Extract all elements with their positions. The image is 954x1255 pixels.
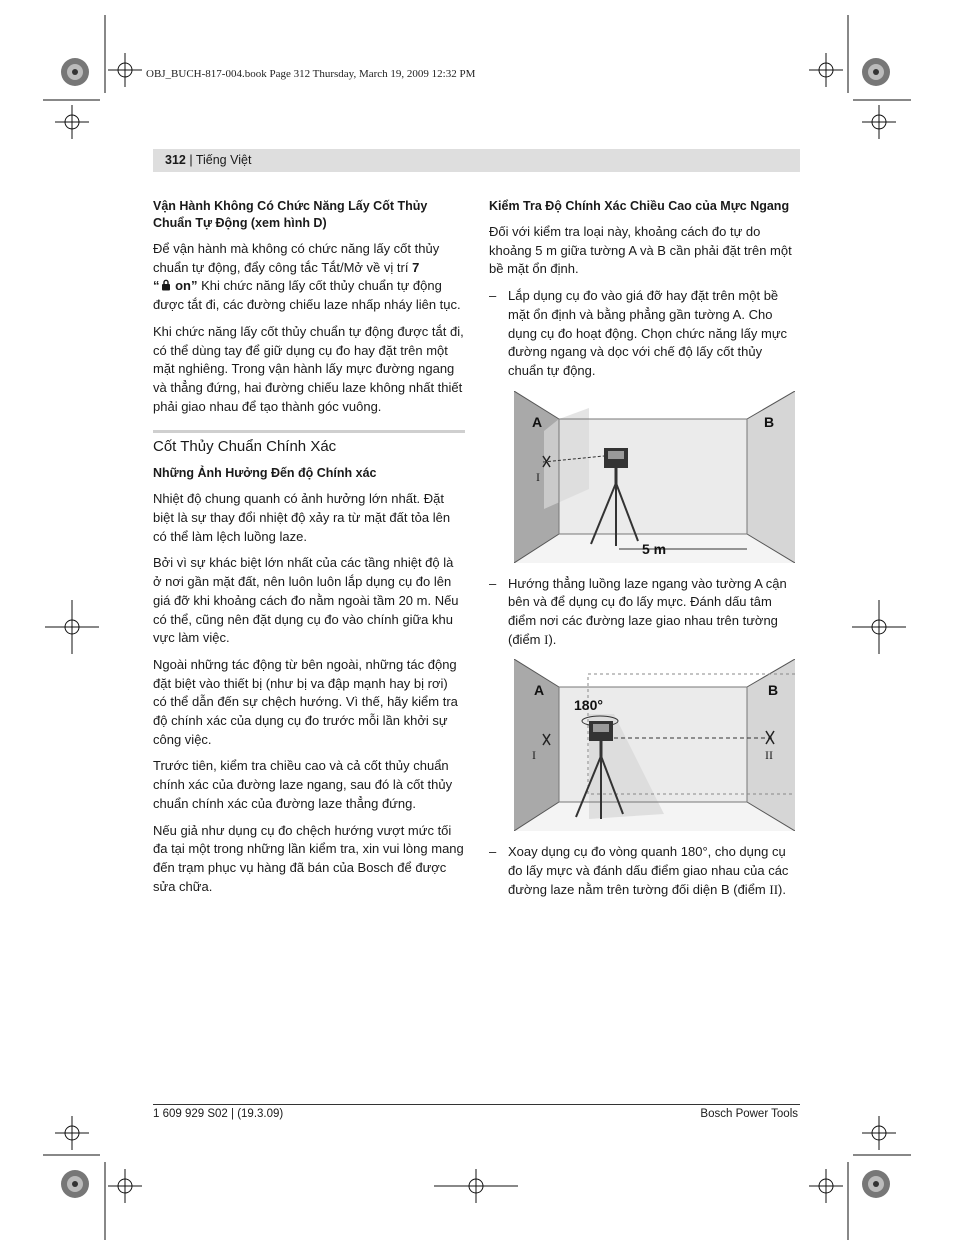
list-item	[489, 843, 800, 899]
heading-text-end: )	[322, 216, 327, 230]
section-title: Cốt Thủy Chuẩn Chính Xác	[153, 438, 337, 456]
mark-i-label: I	[532, 748, 536, 763]
paragraph: Khi chức năng lấy cốt thủy chuẩn tự động được tắt đi, có thể dùng tay để giữ dụng cụ đo hay đặt trên một mặt nghiêng. Trong vận hành lấy mực đường ngang và thẳng đứng, hai đường chiếu laze không nhất thiết phải giao nhau để tạo thành góc vuông.	[153, 323, 464, 414]
footer-brand: Bosch Power Tools	[700, 1108, 798, 1120]
room-illustration-rotated	[514, 659, 795, 831]
quote-mark: “	[153, 278, 160, 294]
mark-ii-label: II	[765, 748, 773, 763]
footer-document-code: 1 609 929 S02 | (19.3.09)	[153, 1108, 284, 1120]
wall-a-label: A	[534, 682, 545, 699]
heading-text: Vận Hành Không Có Chức Năng Lấy Cốt Thủy Chuẩn Tự Động (	[153, 199, 428, 230]
list-item-text: Lắp dụng cụ đo vào giá đỡ hay đặt trên một bề mặt ổn định và bằng phẳng gần tường A. Cho dụng cụ đo hoạt động. Chọn chức năng lấy mực đường ngang và dọc với chế độ lấy cốt thủy chuẩn tự động.	[508, 288, 788, 378]
print-slug: OBJ_BUCH-817-004.book Page 312 Thursday, March 19, 2009 12:32 PM	[146, 68, 476, 80]
list-item	[489, 287, 800, 381]
figure-height-check-wall-b	[514, 659, 800, 831]
wall-a-label: A	[532, 413, 543, 430]
paragraph: Ngoài những tác động từ bên ngoài, những tác động đặt biệt vào thiết bị (như bị va đập mạnh hay bị rơi) có thể dẫn đến sự chệch hướng. Vì thế, hãy kiểm tra độ chính xác của dụng cụ đo trước mỗi lần khởi sự công việc.	[153, 656, 458, 747]
footer-divider	[153, 1104, 800, 1105]
room-illustration	[514, 391, 795, 563]
lock-icon	[161, 279, 171, 291]
header-text	[165, 153, 251, 167]
header-language: Tiếng Việt	[195, 153, 252, 167]
switch-position-number: 7	[412, 259, 420, 275]
switch-on-label: on”	[171, 278, 198, 294]
bullet-dash: –	[489, 844, 497, 860]
distance-label: 5 m	[642, 540, 667, 557]
paragraph-text: Để vận hành mà không có chức năng lấy cốt thủy chuẩn tự động, đẩy công tắc Tắt/Mở về vị trí	[153, 241, 440, 275]
left-column	[153, 198, 465, 904]
header-separator: |	[185, 153, 196, 167]
wall-b-label: B	[768, 682, 779, 699]
rotation-label: 180°	[574, 697, 603, 714]
figure-height-check-wall-a	[514, 391, 800, 563]
section-heading: Kiểm Tra Độ Chính Xác Chiều Cao của Mực Ngang	[489, 199, 790, 213]
paragraph-text: Khi chức năng lấy cốt thủy chuẩn tự động được tắt đi, các đường chiếu laze nhấp nháy liên tục.	[153, 278, 461, 313]
bullet-dash: –	[489, 575, 497, 591]
point-mark: I	[544, 631, 549, 647]
subheading: Những Ảnh Hưởng Đến độ Chính xác	[153, 466, 377, 481]
paragraph: Nhiệt độ chung quanh có ảnh hưởng lớn nhất. Đặt biệt là sự thay đổi nhiệt độ xảy ra từ mặt đất tỏa lên có thể làm lệch luồng laze.	[153, 491, 451, 544]
mark-i-label: I	[536, 469, 540, 484]
wall-b-label: B	[764, 413, 775, 430]
list-item-text: Hướng thẳng luồng laze ngang vào tường A cận bên và để dụng cụ đo lấy mực. Đánh dấu tâm điểm nơi các đường laze giao nhau trên tường (điểm	[508, 575, 787, 647]
list-item	[489, 575, 800, 650]
list-item-text-end: ).	[778, 881, 786, 897]
paragraph: Nếu giả như dụng cụ đo chệch hướng vượt mức tối đa tại một trong những lần kiểm tra, xin vui lòng mang đến trạm phục vụ hàng đã bán của Bosch để được sửa chữa.	[153, 822, 464, 894]
paragraph: Đối với kiểm tra loại này, khoảng cách đo tự do khoảng 5 m giữa tường A và B cần phải đặt trên một bề mặt ổn định.	[489, 224, 792, 277]
bullet-dash: –	[489, 288, 497, 304]
figure-reference: xem hình D	[255, 216, 323, 230]
point-mark: II	[769, 881, 779, 897]
paragraph: Trước tiên, kiểm tra chiều cao và cả cốt thủy chuẩn chính xác của đường laze ngang, sau đó là cốt thủy chuẩn chính xác của đường laze thẳng đứng.	[153, 758, 453, 811]
list-item-text: Xoay dụng cụ đo vòng quanh 180°, cho dụng cụ đo lấy mực và đánh dấu điểm giao nhau của các đường laze nằm trên tường đối diện B (điểm	[508, 844, 789, 897]
page-header	[153, 149, 800, 172]
page-number: 312	[165, 153, 186, 167]
list-item-text-end: ).	[548, 631, 557, 647]
section-heading	[153, 198, 465, 232]
paragraph	[153, 240, 465, 315]
paragraph: Bởi vì sự khác biệt lớn nhất của các tầng nhiệt độ là ở nơi gần mặt đất, nên luôn luôn lắp dụng cụ đo lên giá đỡ khi khoảng cách đo nằm ngoài tầm 20 m. Nếu có thể, cũng nên đặt dụng cụ đo vào chính giữa khu vực làm việc.	[153, 555, 459, 646]
section-divider	[153, 430, 465, 433]
right-column	[489, 198, 800, 908]
